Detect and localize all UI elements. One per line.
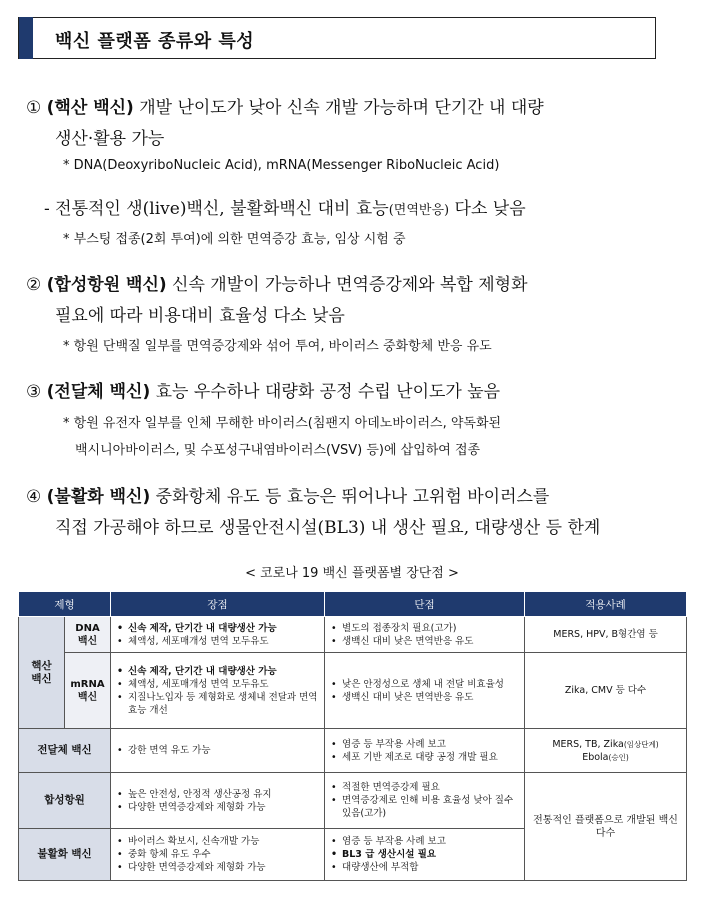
item-2-name: (합성항원 백신): [46, 275, 167, 295]
item-2-note: * 항원 단백질 일부를 면역증강제와 섞어 투여, 바이러스 중화항체 반응 유도: [63, 339, 492, 354]
list-item: • 신속 제작, 단기간 내 대량생산 가능: [128, 622, 321, 635]
cell-nucleic-vaccine: 핵산 백신: [19, 617, 65, 729]
vector-example-2-stage: (승인): [608, 752, 629, 762]
platform-comparison-table: [18, 591, 687, 881]
item-4-number: ④: [26, 487, 42, 507]
list-item: • 다양한 면역증강제와 제형화 가능: [128, 861, 321, 874]
header-examples: 적용사례: [525, 592, 687, 617]
list-item: • 체액성, 세포매개성 면역 모두유도: [128, 635, 321, 648]
item-1-note-2: * 부스팅 접종(2회 투여)에 의한 면역증강 효능, 임상 시험 중: [63, 232, 406, 247]
item-2-text: 신속 개발이 가능하나 면역증강제와 복합 제형화: [166, 275, 528, 295]
item-4-text: 중화항체 유도 등 효능은 뛰어나나 고위험 바이러스를: [150, 487, 550, 507]
title-box: [18, 17, 656, 59]
item-1-name: (핵산 백신): [46, 98, 134, 118]
cell-vector-cons: [325, 729, 525, 773]
item-3-text: 효능 우수하나 대량화 공정 수립 난이도가 높음: [150, 382, 501, 402]
list-item: • 생백신 대비 낮은 면역반응 유도: [342, 691, 521, 704]
header-type: 제형: [19, 592, 111, 617]
item-3-name: (전달체 백신): [46, 382, 151, 402]
list-item: • 낮은 안정성으로 생체 내 전달 비효율성: [342, 678, 521, 691]
header-pros: 장점: [111, 592, 325, 617]
item-2-line-2: 필요에 따라 비용대비 효율성 다소 낮음: [55, 306, 345, 326]
table-caption: < 코로나 19 백신 플랫폼별 장단점 >: [245, 566, 459, 581]
item-2-number: ②: [26, 275, 42, 295]
item-3-note-1: * 항원 유전자 일부를 인체 무해한 바이러스(침팬지 아데노바이러스, 약독화된: [63, 416, 502, 431]
list-item: • 지질나노입자 등 제형화로 생체내 전달과 면역효능 개선: [128, 691, 321, 717]
header-cons: 단점: [325, 592, 525, 617]
list-item: • 별도의 접종장치 필요(고가): [342, 622, 521, 635]
list-item: • 염증 등 부작용 사례 보고: [342, 738, 521, 751]
cell-synth-cons: [325, 773, 525, 829]
item-1-dash-end: 다소 낮음: [449, 199, 526, 219]
list-item: • 체액성, 세포매개성 면역 모두유도: [128, 678, 321, 691]
list-item: • 중화 항체 유도 우수: [128, 848, 321, 861]
cell-vector-vaccine: 전달체 백신: [19, 729, 111, 773]
item-4-line-1: [26, 482, 549, 507]
item-1-line-2: 생산·활용 가능: [55, 129, 165, 149]
item-4-name: (불활화 백신): [46, 487, 151, 507]
cell-dna-examples: MERS, HPV, B형간염 등: [525, 617, 687, 653]
cell-inact-cons: [325, 829, 525, 881]
item-1-dash-small: (면역반응): [388, 203, 450, 218]
list-item: • BL3 급 생산시설 필요: [342, 848, 521, 861]
table-row: [19, 653, 687, 729]
item-2-line-1: [26, 270, 528, 295]
table-header-row: [19, 592, 687, 617]
item-3-line-1: [26, 377, 500, 402]
item-1-text: 개발 난이도가 낮아 신속 개발 가능하며 단기간 내 대량: [133, 98, 544, 118]
table-row: [19, 729, 687, 773]
list-item: • 대량생산에 부적합: [342, 861, 521, 874]
title-accent-bar: [19, 17, 33, 59]
cell-dna-vaccine: DNA 백신: [65, 617, 111, 653]
list-item: • 면역증강제로 인해 비용 효율성 낮아 질수 있음(고가): [342, 794, 521, 820]
cell-dna-pros: [111, 617, 325, 653]
cell-vector-pros: [111, 729, 325, 773]
list-item: • 염증 등 부작용 사례 보고: [342, 835, 521, 848]
cell-mrna-pros: [111, 653, 325, 729]
cell-shared-examples: 전통적인 플랫폼으로 개발된 백신 다수: [525, 773, 687, 881]
vector-example-2: Ebola: [582, 751, 609, 763]
cell-mrna-vaccine: mRNA 백신: [65, 653, 111, 729]
list-item: • 신속 제작, 단기간 내 대량생산 가능: [128, 665, 321, 678]
list-item: • 생백신 대비 낮은 면역반응 유도: [342, 635, 521, 648]
cell-dna-cons: [325, 617, 525, 653]
list-item: • 세포 기반 제조로 대량 공정 개발 필요: [342, 751, 521, 764]
cell-synth-pros: [111, 773, 325, 829]
page-title: 백신 플랫폼 종류와 특성: [55, 31, 255, 52]
cell-inact-pros: [111, 829, 325, 881]
vector-example-1-stage: (임상단계): [623, 739, 659, 749]
list-item: • 적절한 면역증강제 필요: [342, 781, 521, 794]
table-row: [19, 773, 687, 829]
table-row: [19, 617, 687, 653]
cell-mrna-examples: Zika, CMV 등 다수: [525, 653, 687, 729]
item-1-note: * DNA(DeoxyriboNucleic Acid), mRNA(Messenger RiboNucleic Acid): [63, 158, 500, 173]
item-1-dash-text: - 전통적인 생(live)백신, 불활화백신 대비 효능: [44, 199, 389, 219]
vector-example-1: MERS, TB, Zika: [552, 738, 624, 750]
item-4-line-2: 직접 가공해야 하므로 생물안전시설(BL3) 내 생산 필요, 대량생산 등 한계: [55, 518, 601, 538]
item-1-dash-line: [44, 194, 526, 219]
list-item: • 높은 안전성, 안정적 생산공정 유지: [128, 788, 321, 801]
cell-mrna-cons: [325, 653, 525, 729]
item-3-note-2: 백시니아바이러스, 및 수포성구내염바이러스(VSV) 등)에 삽입하여 접종: [75, 443, 481, 458]
item-3-number: ③: [26, 382, 42, 402]
list-item: • 강한 면역 유도 가능: [128, 744, 321, 757]
cell-synthetic-antigen: 합성항원: [19, 773, 111, 829]
list-item: • 다양한 면역증강제와 제형화 가능: [128, 801, 321, 814]
item-1-line-1: [26, 93, 544, 118]
list-item: • 바이러스 확보시, 신속개발 가능: [128, 835, 321, 848]
cell-inactivated-vaccine: 불활화 백신: [19, 829, 111, 881]
item-1-number: ①: [26, 98, 42, 118]
cell-vector-examples: [525, 729, 687, 773]
